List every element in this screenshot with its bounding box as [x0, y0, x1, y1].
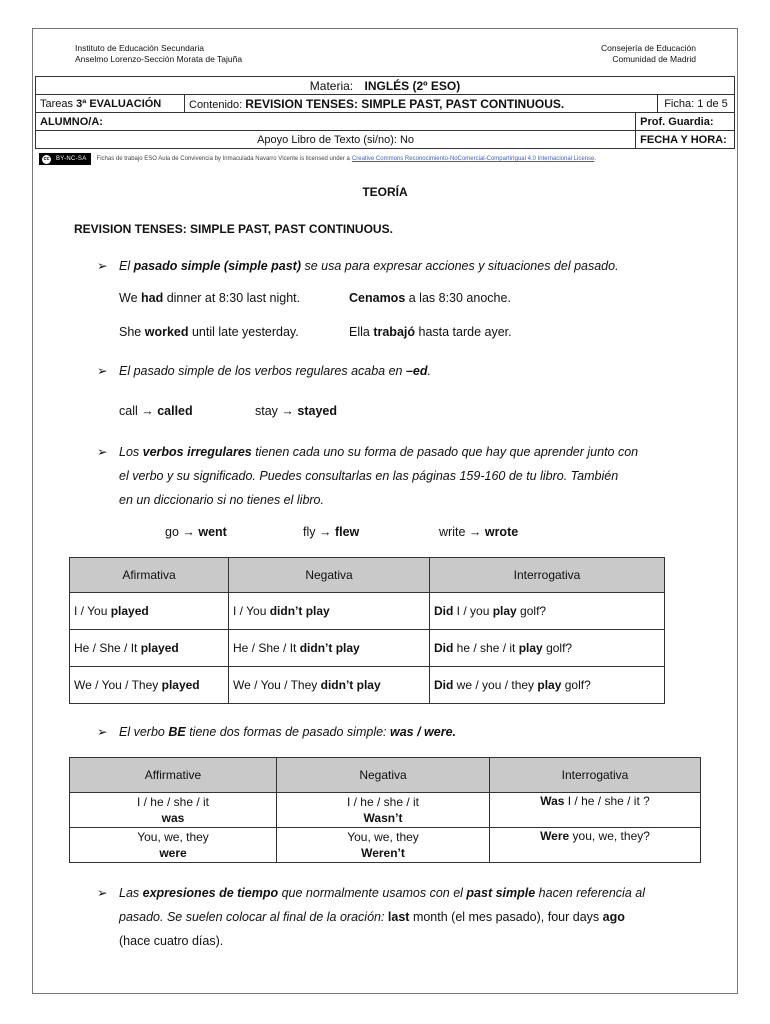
- verb: played: [140, 641, 179, 655]
- table-cell: [70, 828, 277, 863]
- verb: was: [161, 811, 185, 825]
- text: We / You / They: [233, 678, 321, 692]
- bullet-time-expressions: [97, 881, 713, 953]
- verb: flew: [334, 525, 360, 539]
- column-header: Afirmativa: [70, 558, 229, 593]
- column-header: Negativa: [229, 558, 430, 593]
- text: tiene dos formas de pasado simple:: [185, 725, 390, 739]
- tareas-value: 3ª EVALUACIÓN: [76, 97, 162, 110]
- text: en un diccionario si no tienes el libro.: [119, 493, 324, 507]
- prof-guardia-field[interactable]: Prof. Guardia:: [636, 113, 735, 131]
- text: I / You: [74, 604, 111, 618]
- arrow-bullet-icon: ➢: [97, 725, 108, 739]
- text: we / you / they: [453, 678, 538, 692]
- section-title: TEORÍA: [362, 185, 408, 199]
- term-simple-past: pasado simple (simple past): [133, 259, 302, 273]
- ficha-cell: Ficha: 1 de 5: [658, 95, 735, 113]
- example-trabajo: [349, 320, 512, 344]
- text: We: [119, 291, 141, 305]
- text: You, we, they: [347, 830, 419, 844]
- tareas-label: Tareas: [40, 97, 74, 110]
- text: He / She / It: [74, 641, 141, 655]
- arrow-bullet-icon: ➢: [97, 259, 108, 273]
- bullet-irregular-verbs: [97, 440, 709, 512]
- materia-label: Materia:: [309, 78, 354, 93]
- example-went: [165, 520, 227, 544]
- text: I / he / she / it ?: [564, 794, 650, 808]
- text: El: [119, 259, 134, 273]
- text: She: [119, 325, 145, 339]
- text: We / You / They: [74, 678, 162, 692]
- verb: didn’t play: [299, 641, 360, 655]
- verb: play: [492, 604, 517, 618]
- bullet-verb-be: [97, 720, 457, 744]
- authority-region: Comunidad de Madrid: [612, 54, 696, 64]
- text: .: [427, 364, 432, 378]
- authority-name: Consejería de Educación: [601, 43, 696, 53]
- contenido-cell: [185, 95, 658, 113]
- verb: didn’t play: [320, 678, 381, 692]
- verb: went: [198, 525, 227, 539]
- contenido-label: Contenido:: [189, 98, 243, 111]
- table-row: [70, 630, 665, 667]
- column-header: Affirmative: [70, 758, 277, 793]
- tareas-cell: [36, 95, 185, 113]
- table-cell: [430, 593, 665, 630]
- text: you, we, they?: [569, 829, 650, 843]
- example-flew: [303, 520, 359, 544]
- table-row: [70, 828, 701, 863]
- section-subtitle: REVISION TENSES: SIMPLE PAST, PAST CONTINUOUS.: [74, 222, 393, 236]
- term-ago: ago: [602, 910, 625, 924]
- term-past-simple: past simple: [466, 886, 536, 900]
- table-cell: [430, 667, 665, 704]
- verb: worked: [144, 325, 189, 339]
- table-cell: [229, 667, 430, 704]
- text: I / you: [453, 604, 493, 618]
- verb: stayed: [297, 404, 337, 418]
- text: tienen cada uno su forma de pasado que hay que aprender junto con: [251, 445, 639, 459]
- worksheet-header-table: [35, 76, 735, 149]
- table-cell: [229, 593, 430, 630]
- example-worked: [119, 320, 299, 344]
- text: he / she / it: [453, 641, 519, 655]
- verb: called: [157, 404, 193, 418]
- verb: play: [537, 678, 562, 692]
- verb: Was: [540, 794, 565, 808]
- contenido-value: REVISION TENSES: SIMPLE PAST, PAST CONTINUOUS.: [245, 96, 565, 111]
- column-header: Negativa: [277, 758, 490, 793]
- text: el verbo y su significado. Puedes consultarlas en las páginas 159-160 de tu libro. También: [119, 469, 619, 483]
- license-row: [39, 152, 596, 166]
- alumno-field[interactable]: ALUMNO/A:: [36, 113, 636, 131]
- simple-past-table: [69, 557, 665, 704]
- text: He / She / It: [233, 641, 300, 655]
- fecha-hora-field[interactable]: FECHA Y HORA:: [636, 131, 735, 149]
- license-end: .: [594, 156, 597, 162]
- text: call →: [119, 404, 158, 418]
- verb-be-table: [69, 757, 701, 863]
- table-header-row: [70, 758, 701, 793]
- verb: had: [141, 291, 164, 305]
- term-be: BE: [168, 725, 186, 739]
- text: hasta tarde ayer.: [415, 325, 512, 339]
- term-time-expressions: expresiones de tiempo: [142, 886, 279, 900]
- term-last: last: [387, 910, 410, 924]
- column-header: Interrogativa: [430, 558, 665, 593]
- verb: didn’t play: [269, 604, 330, 618]
- cc-badge-label: BY-NC-SA: [56, 156, 87, 162]
- license-text: Fichas de trabajo ESO Aula de Convivencia by Inmaculada Navarro Vicente is licensed under a: [96, 156, 350, 162]
- text: golf?: [561, 678, 591, 692]
- cc-license-badge[interactable]: [39, 153, 91, 165]
- materia-value: INGLÉS (2º ESO): [364, 78, 461, 93]
- table-row: [70, 793, 701, 828]
- table-cell: [490, 793, 701, 828]
- document-page: [32, 28, 738, 994]
- verb: play: [518, 641, 543, 655]
- text: I / he / she / it: [346, 795, 420, 809]
- table-cell: [490, 828, 701, 863]
- text: stay →: [255, 404, 298, 418]
- table-header-row: [70, 558, 665, 593]
- verb: Were: [540, 829, 570, 843]
- authority-header: [601, 43, 696, 65]
- text: until late yesterday.: [188, 325, 299, 339]
- verb: played: [161, 678, 200, 692]
- table-cell: [70, 793, 277, 828]
- table-cell: [430, 630, 665, 667]
- table-row: [70, 593, 665, 630]
- text: hacen referencia al: [535, 886, 645, 900]
- text: You, we, they: [137, 830, 209, 844]
- example-called: [119, 399, 193, 423]
- school-section: Anselmo Lorenzo-Sección Morata de Tajuña: [75, 54, 243, 64]
- verb: played: [110, 604, 149, 618]
- term-irregular-verbs: verbos irregulares: [142, 445, 252, 459]
- license-link[interactable]: Creative Commons Reconocimiento-NoComercial-CompartirIgual 4.0 Internacional License: [351, 156, 595, 162]
- text: El verbo: [119, 725, 169, 739]
- materia-cell: [36, 77, 735, 95]
- table-cell: [70, 667, 229, 704]
- example-cenamos: [349, 286, 511, 310]
- text: Ella: [349, 325, 374, 339]
- verb: Weren’t: [361, 846, 405, 860]
- text: dinner at 8:30 last night.: [163, 291, 301, 305]
- example-stayed: [255, 399, 337, 423]
- text: golf?: [542, 641, 573, 655]
- verb: trabajó: [373, 325, 416, 339]
- text: write →: [439, 525, 485, 539]
- school-name: Instituto de Educación Secundaria: [75, 43, 205, 53]
- text: Los: [119, 445, 143, 459]
- column-header: Interrogativa: [490, 758, 701, 793]
- verb: were: [159, 846, 187, 860]
- bullet-regular-verbs: [97, 359, 432, 383]
- verb: wrote: [484, 525, 519, 539]
- text: golf?: [516, 604, 547, 618]
- suffix-ed: –ed: [405, 364, 428, 378]
- table-cell: [277, 828, 490, 863]
- table-cell: [70, 630, 229, 667]
- text: a las 8:30 anoche.: [405, 291, 511, 305]
- bullet-simple-past: [97, 254, 619, 278]
- aux: Did: [434, 678, 454, 692]
- text: El pasado simple de los verbos regulares acaba en: [119, 364, 406, 378]
- text: month (el mes pasado), four days: [409, 910, 603, 924]
- text: Las: [119, 886, 143, 900]
- table-cell: [277, 793, 490, 828]
- text: I / he / she / it: [136, 795, 210, 809]
- aux: Did: [434, 641, 454, 655]
- text: I / You: [233, 604, 270, 618]
- cc-icon: cc: [43, 156, 50, 162]
- arrow-bullet-icon: ➢: [97, 364, 108, 378]
- text: go →: [165, 525, 199, 539]
- arrow-bullet-icon: ➢: [97, 886, 108, 900]
- term-was-were: was / were.: [390, 725, 457, 739]
- school-header: [75, 43, 242, 65]
- verb: Wasn’t: [363, 811, 403, 825]
- table-row: [70, 667, 665, 704]
- table-cell: [70, 593, 229, 630]
- verb: Cenamos: [349, 291, 406, 305]
- text: (hace cuatro días).: [119, 934, 224, 948]
- table-cell: [229, 630, 430, 667]
- example-wrote: [439, 520, 518, 544]
- text: se usa para expresar acciones y situaciones del pasado.: [301, 259, 619, 273]
- example-had: [119, 286, 300, 310]
- apoyo-cell: Apoyo Libro de Texto (si/no): No: [36, 131, 636, 149]
- text: pasado. Se suelen colocar al final de la oración:: [119, 910, 388, 924]
- text: fly →: [303, 525, 335, 539]
- aux: Did: [434, 604, 454, 618]
- arrow-bullet-icon: ➢: [97, 445, 108, 459]
- text: que normalmente usamos con el: [278, 886, 467, 900]
